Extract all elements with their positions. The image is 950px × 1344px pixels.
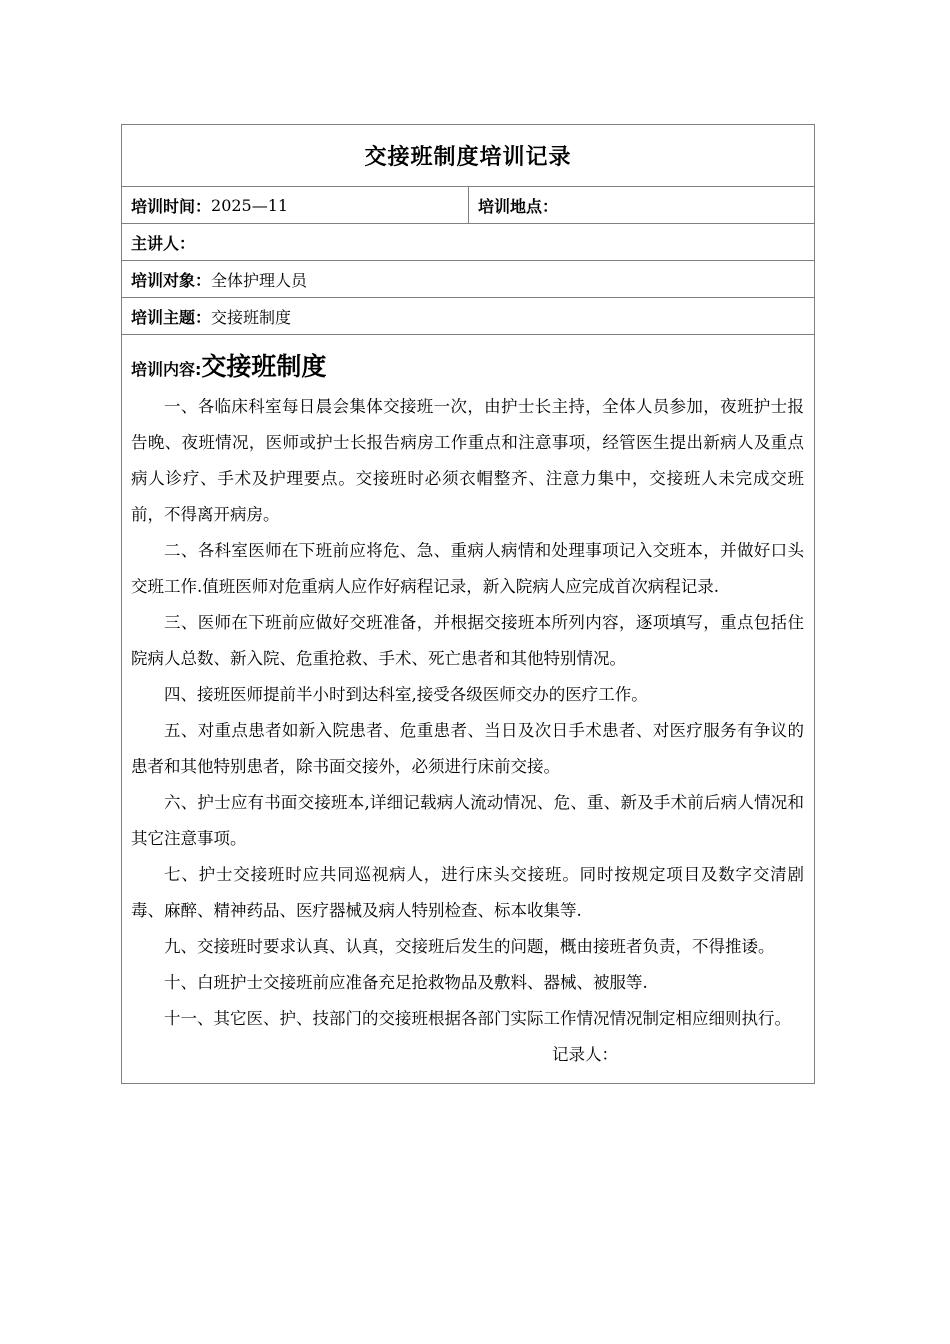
training-time-label: 培训时间： [131,196,212,216]
audience-value: 全体护理人员 [211,270,308,290]
training-time-value: 2025—11 [211,195,289,215]
title-row [122,125,814,187]
audience-cell [122,261,307,297]
training-time-cell [122,187,469,223]
theme-cell [122,298,291,334]
paragraph-2: 二、各科室医师在下班前应将危、急、重病人病情和处理事项记入交班本，并做好口头交班工作.值班医师对危重病人应作好病程记录，新入院病人应完成首次病程记录. [131,541,804,596]
content-title: 交接班制度 [201,352,327,381]
content-section [122,335,814,1083]
speaker-cell [122,224,195,260]
training-record-table [121,124,815,1084]
audience-label: 培训对象： [131,270,212,290]
paragraph-6: 六、护士应有书面交接班本,详细记载病人流动情况、危、重、新及手术前后病人情况和其它注意事项。 [131,793,804,848]
paragraph-8: 九、交接班时要求认真、认真，交接班后发生的问题，概由接班者负责，不得推诿。 [164,937,775,956]
paragraph-7: 七、护士交接班时应共同巡视病人，进行床头交接班。同时按规定项目及数字交清剧毒、麻醉、精神药品、医疗器械及病人特别检查、标本收集等. [131,865,804,920]
training-place-label: 培训地点： [478,196,559,216]
theme-row [122,298,814,335]
speaker-label: 主讲人： [131,233,196,253]
paragraph-10: 十一、其它医、护、技部门的交接班根据各部门实际工作情况情况制定相应细则执行。 [164,1009,791,1028]
theme-value: 交接班制度 [211,307,292,327]
paragraph-4: 四、接班医师提前半小时到达科室,接受各级医师交办的医疗工作。 [164,685,648,704]
time-place-row [122,187,814,224]
audience-row [122,261,814,298]
paragraph-9: 十、白班护士交接班前应准备充足抢救物品及敷料、器械、被服等. [164,973,648,992]
document-title: 交接班制度培训记录 [364,145,572,170]
speaker-row [122,224,814,261]
paragraph-3: 三、医师在下班前应做好交班准备，并根据交接班本所列内容，逐项填写，重点包括住院病人总数、新入院、危重抢救、手术、死亡患者和其他特别情况。 [131,613,804,668]
training-place-cell [469,187,814,223]
paragraph-5: 五、对重点患者如新入院患者、危重患者、当日及次日手术患者、对医疗服务有争议的患者和其他特别患者，除书面交接外，必须进行床前交接。 [131,721,804,776]
content-heading [131,347,804,383]
theme-label: 培训主题： [131,307,212,327]
paragraph-1: 一、各临床科室每日晨会集体交接班一次，由护士长主持，全体人员参加，夜班护士报告晚、夜班情况，医师或护士长报告病房工作重点和注意事项，经管医生提出新病人及重点病人诊疗、手术及护理要点。交接班时必须衣帽整齐、注意力集中，交接班人未完成交班前，不得离开病房。 [131,397,804,524]
content-label: 培训内容: [131,360,202,379]
recorder-label: 记录人： [552,1045,618,1064]
